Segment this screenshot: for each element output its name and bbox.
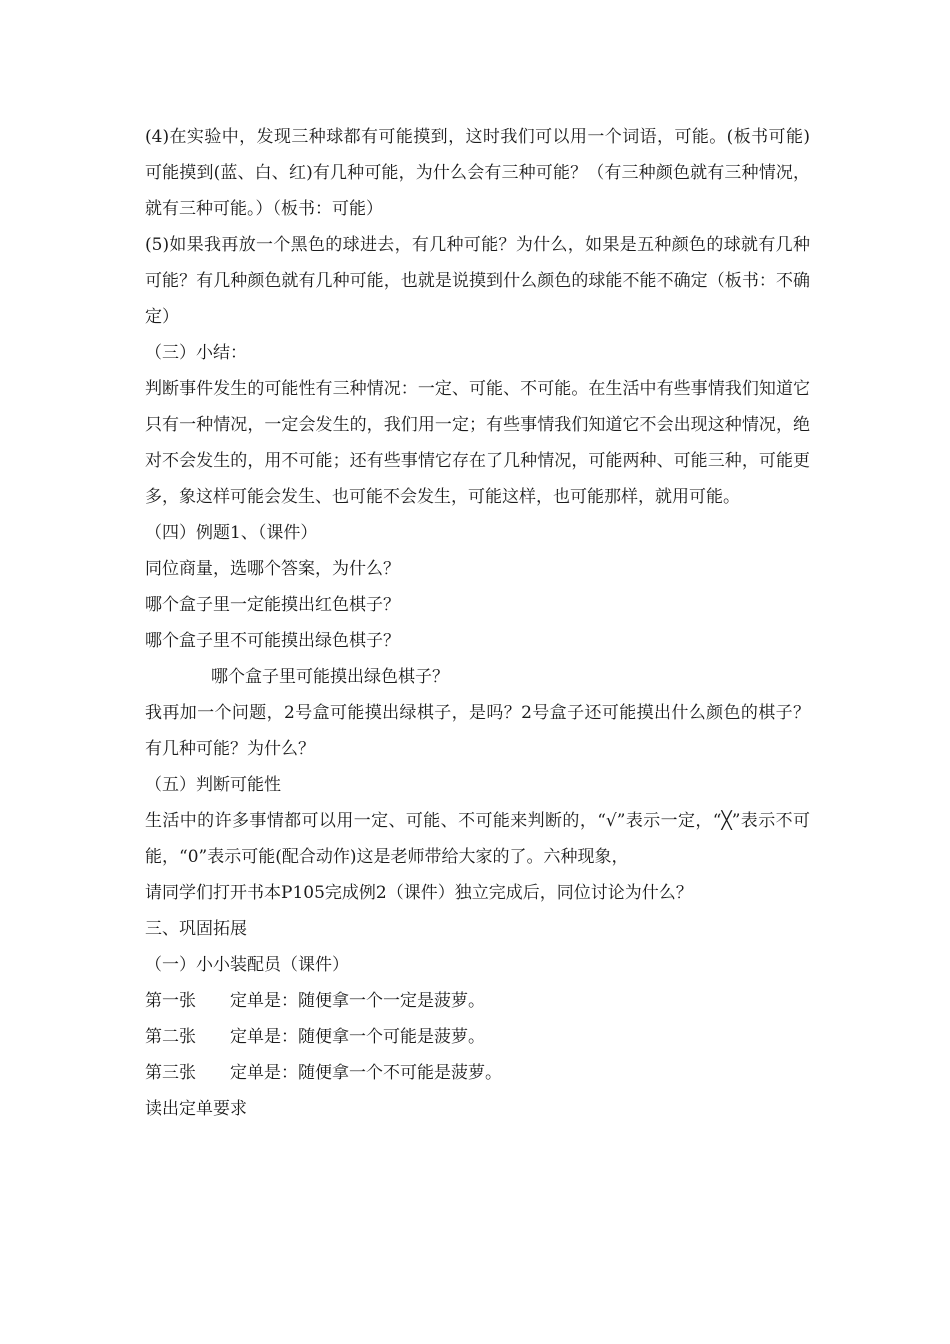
- heading-assembler: （一）小小装配员（课件）: [145, 955, 349, 975]
- paragraph-step-5: (5)如果我再放一个黑色的球进去，有几种可能？为什么，如果是五种颜色的球就有几种可能？有几种颜色就有几种可能，也就是说摸到什么颜色的球能不能不确定（板书：不确定）: [145, 235, 810, 327]
- heading-example-1: （四）例题1、（课件）: [145, 523, 318, 543]
- paragraph-step-4: (4)在实验中，发现三种球都有可能摸到，这时我们可以用一个词语，可能。(板书可能)可能摸到(蓝、白、红)有几种可能，为什么会有三种可能？（有三种颜色就有三种情况，就有三种可能。）（板书：可能）: [145, 127, 810, 219]
- heading-consolidate: 三、巩固拓展: [145, 919, 247, 939]
- paragraph-discuss: 同位商量，选哪个答案，为什么？: [145, 559, 400, 579]
- heading-judge-possibility: （五）判断可能性: [145, 775, 281, 795]
- order-third: 第三张 定单是：随便拿一个不可能是菠萝。: [145, 1063, 502, 1083]
- question-maybe-green-piece: 哪个盒子里可能摸出绿色棋子？: [211, 667, 449, 687]
- question-red-piece: 哪个盒子里一定能摸出红色棋子？: [145, 595, 400, 615]
- order-first: 第一张 定单是：随便拿一个一定是菠萝。: [145, 991, 485, 1011]
- paragraph-read-order: 读出定单要求: [145, 1099, 247, 1119]
- paragraph-summary: 判断事件发生的可能性有三种情况：一定、可能、不可能。在生活中有些事情我们知道它只有一种情况，一定会发生的，我们用一定；有些事情我们知道它不会出现这种情况，绝对不会发生的，用不可能；还有些事情它存在了几种情况，可能两种、可能三种，可能更多，象这样可能会发生、也可能不会发生，可能这样，也可能那样，就用可能。: [145, 379, 810, 507]
- paragraph-symbols: 生活中的许多事情都可以用一定、可能、不可能来判断的，“√”表示一定，“╳”表示不可能，“0”表示可能(配合动作)这是老师带给大家的了。六种现象，: [145, 811, 810, 867]
- document-body: [145, 119, 810, 1127]
- heading-summary: （三）小结：: [145, 343, 247, 363]
- paragraph-open-book: 请同学们打开书本P105完成例2（课件）独立完成后，同位讨论为什么？: [145, 883, 693, 903]
- paragraph-extra-question: 我再加一个问题，2号盒可能摸出绿棋子，是吗？2号盒子还可能摸出什么颜色的棋子？有几种可能？为什么？: [145, 703, 810, 759]
- question-no-green-piece: 哪个盒子里不可能摸出绿色棋子？: [145, 631, 400, 651]
- order-second: 第二张 定单是：随便拿一个可能是菠萝。: [145, 1027, 485, 1047]
